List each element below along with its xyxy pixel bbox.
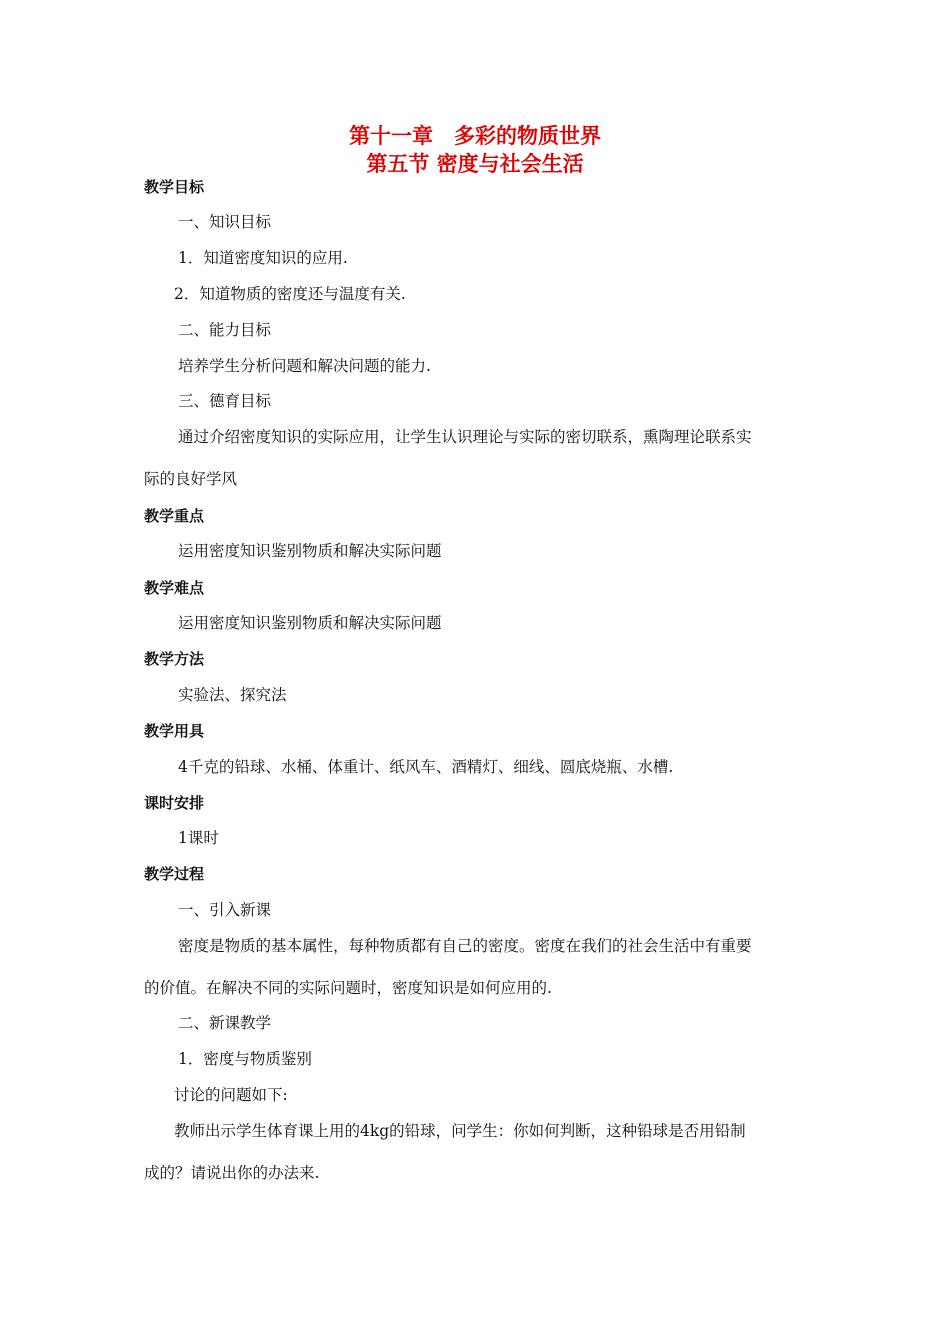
intro-text: 密度是物质的基本属性，每种物质都有自己的密度。密度在我们的社会生活中有重要	[178, 937, 752, 955]
key-points-text: 运用密度知识鉴别物质和解决实际问题	[178, 542, 442, 560]
question-text: 教师出示学生体育课上用的4kg的铅球，问学生：你如何判断，这种铅球是否用铅制	[174, 1122, 746, 1140]
subsection-heading: 1．密度与物质鉴别	[178, 1050, 312, 1068]
difficulties-text: 运用密度知识鉴别物质和解决实际问题	[178, 614, 442, 632]
knowledge-goal-heading: 一、知识目标	[178, 213, 272, 231]
tools-heading: 教学用具	[144, 722, 205, 740]
key-points-heading: 教学重点	[144, 507, 205, 525]
knowledge-goal-item: 1．知道密度知识的应用.	[178, 249, 348, 267]
intro-heading: 一、引入新课	[178, 901, 272, 919]
process-heading: 教学过程	[144, 865, 205, 883]
schedule-text: 1课时	[178, 829, 219, 847]
ability-goal-heading: 二、能力目标	[178, 321, 272, 339]
difficulties-heading: 教学难点	[144, 579, 205, 597]
methods-text: 实验法、探究法	[178, 686, 287, 704]
ability-goal-text: 培养学生分析问题和解决问题的能力.	[178, 357, 431, 375]
section-title: 第五节 密度与社会生活	[366, 152, 584, 176]
question-text: 成的？请说出你的办法来.	[144, 1164, 320, 1182]
knowledge-goal-item: 2．知道物质的密度还与温度有关.	[174, 285, 406, 303]
chapter-title: 第十一章 多彩的物质世界	[349, 124, 601, 148]
moral-goal-text: 通过介绍密度知识的实际应用，让学生认识理论与实际的密切联系，熏陶理论联系实	[178, 428, 752, 446]
methods-heading: 教学方法	[144, 650, 205, 668]
new-lesson-heading: 二、新课教学	[178, 1014, 272, 1032]
intro-text: 的价值。在解决不同的实际问题时，密度知识是如何应用的.	[144, 979, 552, 997]
moral-goal-heading: 三、德育目标	[178, 392, 272, 410]
discussion-intro: 讨论的问题如下:	[174, 1086, 288, 1104]
schedule-heading: 课时安排	[144, 794, 205, 812]
moral-goal-text: 际的良好学风	[144, 470, 238, 488]
goals-heading: 教学目标	[144, 178, 205, 196]
tools-text: 4千克的铅球、水桶、体重计、纸风车、酒精灯、细线、圆底烧瓶、水槽.	[178, 758, 674, 776]
